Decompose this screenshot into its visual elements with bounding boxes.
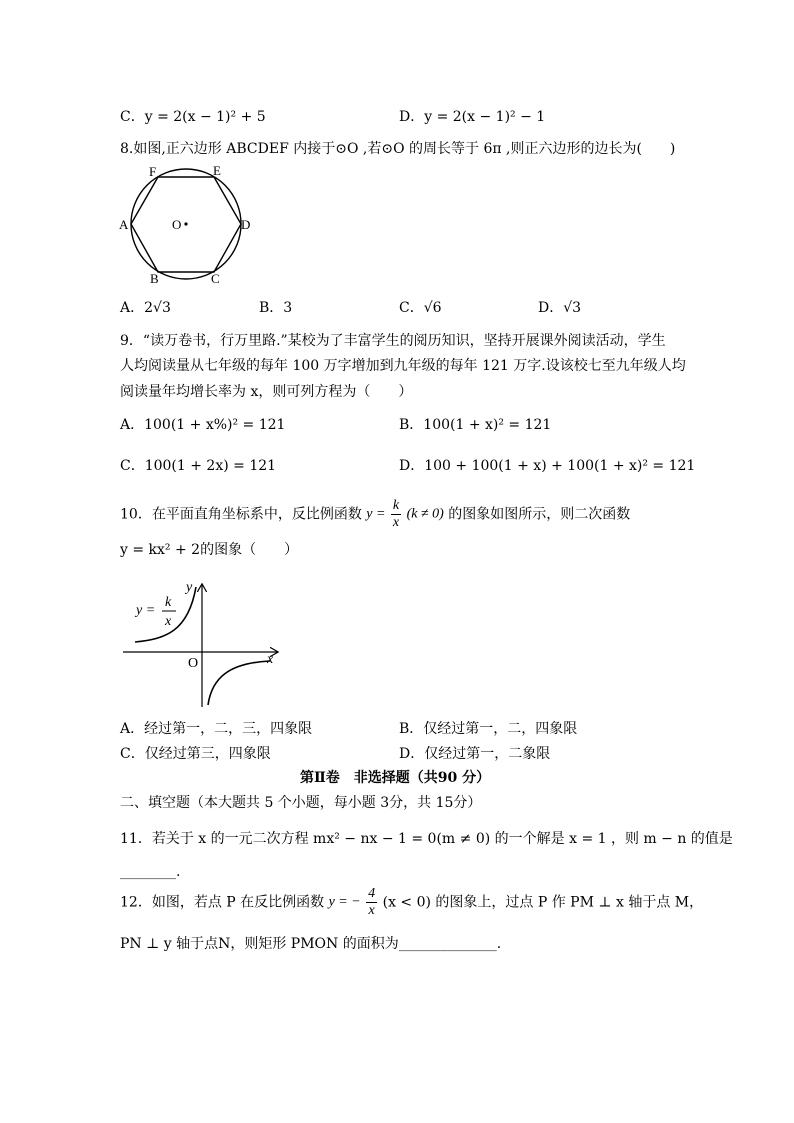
q8-option-a: A．2√3 bbox=[120, 300, 171, 316]
label-o: O bbox=[172, 217, 182, 232]
label-c: C bbox=[211, 271, 220, 286]
section2-subheading: 二、填空题（本大题共 5 个小题，每小题 3分，共 15分） bbox=[120, 795, 482, 811]
q8-stem: 8.如图,正六边形 ABCDEF 内接于⊙O ,若⊙O 的周长等于 6π ,则正六边形的边长为( ) bbox=[120, 141, 676, 157]
q12-fraction bbox=[366, 886, 377, 919]
q10-option-a: A．经过第一，二，三，四象限 bbox=[120, 721, 313, 737]
graph-y-label: y bbox=[186, 580, 193, 595]
label-a: A bbox=[119, 217, 129, 232]
q7-option-c: C．y = 2(x − 1)² + 5 bbox=[120, 109, 266, 125]
label-f: F bbox=[149, 164, 157, 179]
hexagon-circle-figure bbox=[118, 160, 258, 290]
label-e: E bbox=[213, 163, 221, 178]
q10-frac-num: k bbox=[392, 498, 400, 513]
q9-option-d: D．100 + 100(1 + x) + 100(1 + x)² = 121 bbox=[399, 458, 696, 474]
q9-line2: 人均阅读量从七年级的每年 100 万字增加到九年级的每年 121 万字.设该校七至九年级人均 bbox=[120, 358, 686, 374]
label-b: B bbox=[150, 271, 159, 286]
q12-frac-den: x bbox=[368, 903, 375, 918]
graph-func-label: y = bbox=[136, 603, 156, 618]
q10-condition: (k ≠ 0) bbox=[406, 506, 444, 522]
q10-option-b: B．仅经过第一，二，四象限 bbox=[399, 721, 578, 737]
q11-blank: ________. bbox=[120, 864, 181, 880]
q8-option-b: B．3 bbox=[259, 300, 293, 316]
q8-option-c: C．√6 bbox=[399, 300, 442, 316]
graph-func-num: k bbox=[165, 595, 172, 610]
graph-origin-label: O bbox=[188, 656, 199, 671]
q10-option-c: C．仅经过第三，四象限 bbox=[120, 746, 271, 762]
q12-text-before: 12．如图，若点 P 在反比例函数 bbox=[120, 894, 325, 911]
q12-frac-num: 4 bbox=[368, 886, 376, 901]
q9-line3: 阅读量年均增长率为 x，则可列方程为（ ） bbox=[120, 384, 413, 400]
q9-line1: 9．“读万卷书，行万里路.”某校为了丰富学生的阅历知识，坚持开展课外阅读活动，学生 bbox=[120, 333, 666, 349]
q10-line1 bbox=[120, 498, 630, 538]
q10-text-after: 的图象如图所示，则二次函数 bbox=[448, 506, 631, 523]
center-dot bbox=[184, 222, 187, 225]
q10-fraction bbox=[391, 498, 401, 531]
q12-func-y: y = − bbox=[328, 894, 361, 910]
q10-line2: y = kx² + 2的图象（ ） bbox=[120, 542, 299, 558]
section2-heading: 第Ⅱ卷 非选择题（共90 分） bbox=[300, 770, 491, 786]
q12-text-after: (x < 0) 的图象上，过点 P 作 PM ⊥ x 轴于点 M， bbox=[382, 894, 704, 911]
q11-line1: 11．若关于 x 的一元二次方程 mx² − nx − 1 = 0(m ≠ 0) 的一个解是 x = 1 ，则 m − n 的值是 bbox=[120, 831, 733, 847]
q10-frac-den: x bbox=[392, 515, 400, 530]
q10-func-y: y = bbox=[366, 506, 386, 522]
q8-option-d: D．√3 bbox=[538, 300, 582, 316]
graph-func-den: x bbox=[165, 614, 172, 629]
q9-option-a: A．100(1 + x%)² = 121 bbox=[120, 417, 286, 433]
q9-option-b: B．100(1 + x)² = 121 bbox=[399, 417, 552, 433]
q10-text-before: 10．在平面直角坐标系中，反比例函数 bbox=[120, 506, 362, 523]
q7-option-d: D．y = 2(x − 1)² − 1 bbox=[399, 109, 546, 125]
q12-line2: PN ⊥ y 轴于点N，则矩形 PMON 的面积为______________. bbox=[120, 936, 502, 952]
q10-option-d: D．仅经过第一，二象限 bbox=[399, 746, 551, 762]
inverse-function-graph bbox=[120, 577, 285, 712]
graph-x-label: x bbox=[267, 652, 274, 667]
q9-option-c: C．100(1 + 2x) = 121 bbox=[120, 458, 277, 474]
q12-line1 bbox=[120, 886, 703, 926]
curve-branch-quadrant-4 bbox=[208, 661, 270, 705]
label-d: D bbox=[241, 217, 251, 232]
